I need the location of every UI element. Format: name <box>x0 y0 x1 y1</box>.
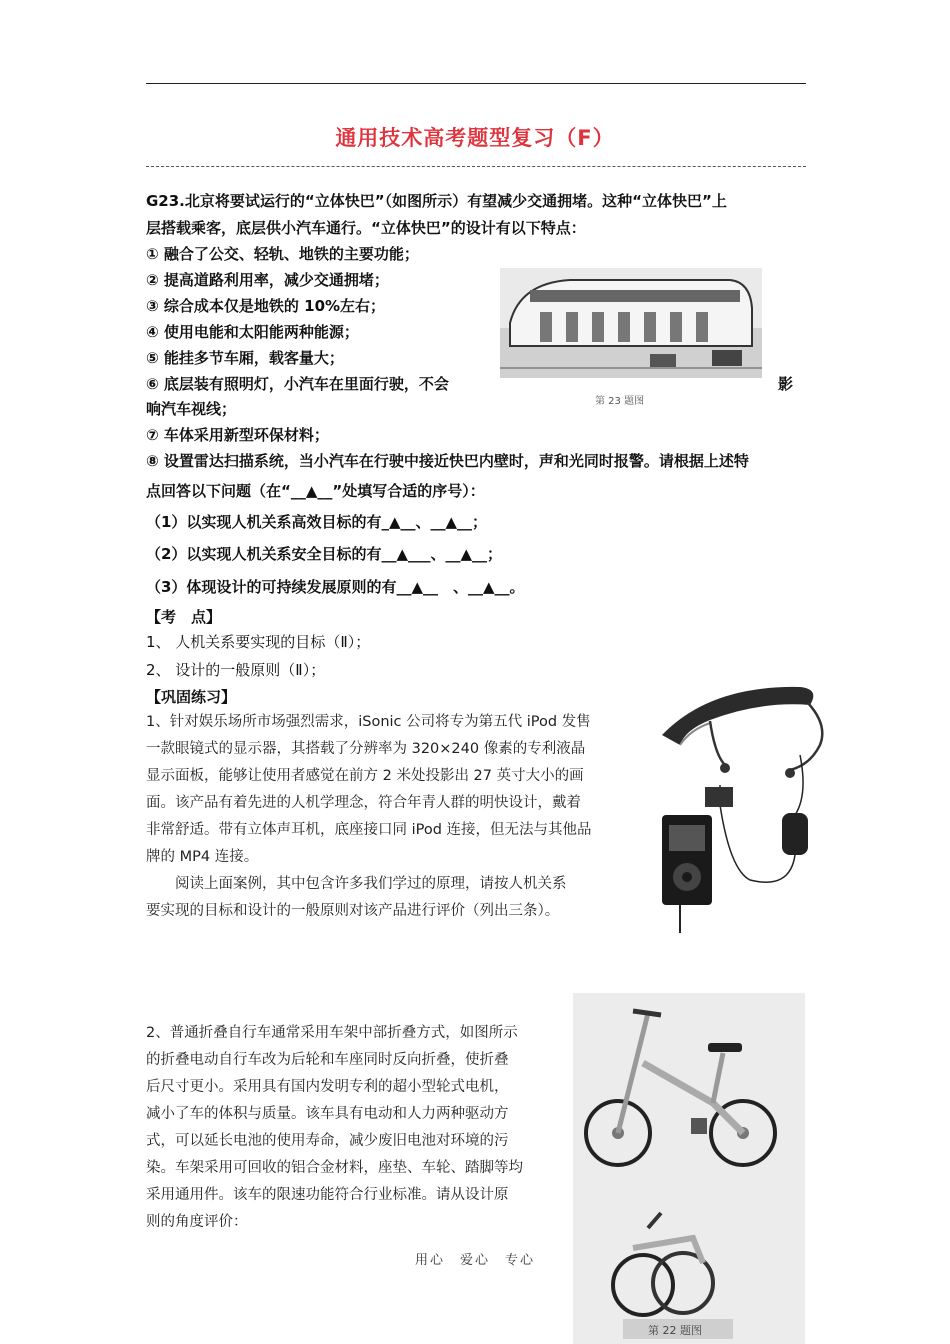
dashed-rule <box>146 166 806 167</box>
q23-line: ⑧ 设置雷达扫描系统，当小汽车在行驶中接近快巴内壁时，声和光同时报警。请根据上述特 <box>146 452 749 470</box>
video-glasses-figure <box>650 675 830 945</box>
q23-line: 影 <box>778 375 794 393</box>
practice-heading: 【巩固练习】 <box>146 688 237 706</box>
q23-line: ⑦ 车体采用新型环保材料； <box>146 426 329 444</box>
practice-paragraph-1: 1、针对娱乐场所市场强烈需求，iSonic 公司将专为第五代 iPod 发售 一款眼镜式的显示器，其搭载了分辨率为 320×240 像素的专利液晶 显示面板，能够让使用者感觉在前方 2 米处投影出 27 英寸大小的画 面。该产品有着先进的人机学理念，符合年青人群的明快设计，戴着 非常舒适。带有立体声耳机，底座接口同 iPod 连接，但无法与其他品 牌的 MP4 连接。 阅读上面案例，其中包含许多我们学过的原理，请按人机关系 要实现的目标和设计的一般原则对该产品进行评价（列出三条）。 <box>146 714 592 919</box>
bus-figure <box>500 268 762 414</box>
q23-subquestion: （2）以实现人机关系安全目标的有__▲___、__▲__； <box>146 545 503 563</box>
q23-line: ① 融合了公交、轻轨、地铁的主要功能； <box>146 245 419 263</box>
q23-line: 响汽车视线； <box>146 400 237 418</box>
q23-line: ⑤ 能挂多节车厢，载客量大； <box>146 349 344 367</box>
folding-bike-figure <box>573 993 805 1344</box>
q23-line: ② 提高道路利用率，减少交通拥堵； <box>146 271 389 289</box>
q23-line: ⑥ 底层装有照明灯，小汽车在里面行驶，不会 <box>146 375 449 393</box>
kaodian-item: 1、 人机关系要实现的目标（Ⅱ）； <box>146 633 371 651</box>
page-footer: 用心 爱心 专心 <box>414 1253 535 1268</box>
practice-paragraph-2: 2、普通折叠自行车通常采用车架中部折叠方式，如图所示 的折叠电动自行车改为后轮和车座同时反向折叠，使折叠 后尺寸更小。采用具有国内发明专利的超小型轮式电机， 减小了车的体积与质量。该车具有电动和人力两种驱动方 式，可以延长电池的使用寿命，减少废旧电池对环境的污 染。车架采用可回收的铝合金材料，座垫、车轮、踏脚等均 采用通用件。该车的限速功能符合行业标准。请从设计原 则的角度评价： <box>146 1025 523 1230</box>
q23-line: 层搭载乘客，底层供小汽车通行。“立体快巴”的设计有以下特点： <box>146 219 586 237</box>
page-title: 通用技术高考题型复习（F） <box>335 126 615 150</box>
kaodian-item: 2、 设计的一般原则（Ⅱ）； <box>146 661 326 679</box>
figure-caption: 第 23 题图 <box>595 396 645 407</box>
bike-caption: 第 22 题图 <box>648 1324 702 1337</box>
q23-line: G23.北京将要试运行的“立体快巴”（如图所示）有望减少交通拥堵。这种“立体快巴”上 <box>146 192 727 210</box>
q23-subquestion: （3）体现设计的可持续发展原则的有__▲__ 、__▲__。 <box>146 578 525 596</box>
q23-line: ④ 使用电能和太阳能两种能源； <box>146 323 359 341</box>
q23-subquestion: （1）以实现人机关系高效目标的有_▲__、__▲__； <box>146 513 488 531</box>
q23-line: ③ 综合成本仅是地铁的 10%左右； <box>146 297 386 315</box>
top-rule <box>146 83 806 84</box>
kaodian-heading: 【考 点】 <box>146 608 222 626</box>
q23-line: 点回答以下问题（在“__▲__”处填写合适的序号）： <box>146 482 485 500</box>
